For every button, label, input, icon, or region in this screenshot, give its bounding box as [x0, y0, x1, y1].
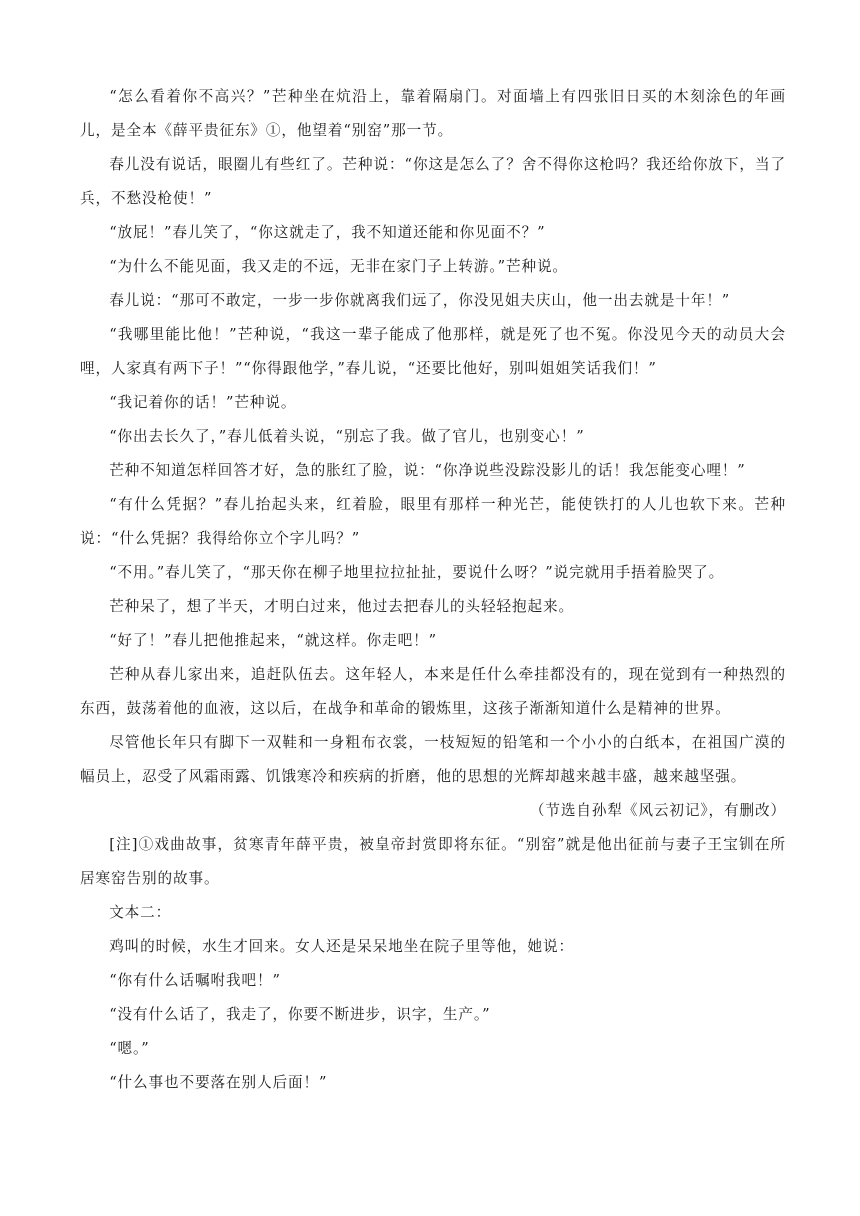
paragraph: “没有什么话了，我走了，你要不断进步，识字，生产。” [109, 1006, 491, 1023]
paragraph: 芒种从春儿家出来，追赶队伍去。这年轻人，本来是任什么牵挂都没有的，现在觉到有一种热烈的东西，鼓荡着他的血液，这以后，在战争和革命的锻炼里，这孩子渐渐知道什么是精神的世界。 [80, 666, 786, 717]
paragraph: “为什么不能见面，我又走的不远，无非在家门子上转游。”芒种说。 [109, 258, 568, 275]
paragraph: “你有什么话嘱咐我吧！” [109, 972, 281, 989]
paragraph: “不用。”春儿笑了，“那天你在柳子地里拉拉扯扯，要说什么呀？”说完就用手捂着脸哭了。 [109, 564, 725, 581]
paragraph: 春儿说：“那可不敢定，一步一步你就离我们远了，你没见姐夫庆山，他一出去就是十年！” [109, 292, 731, 309]
paragraph: “你出去长久了，”春儿低着头说，“别忘了我。做了官儿，也别变心！” [109, 428, 585, 445]
source-citation: （节选自孙犁《风云初记》，有删改） [529, 802, 786, 819]
paragraph: “放屁！”春儿笑了，“你这就走了，我不知道还能和你见面不？” [109, 224, 546, 241]
paragraph: “好了！”春儿把他推起来，“就这样。你走吧！” [109, 632, 438, 649]
document-page [80, 80, 786, 1100]
paragraph: “怎么看着你不高兴？”芒种坐在炕沿上，靠着隔扇门。对面墙上有四张旧日买的木刻涂色的年画儿，是全本《薛平贵征东》①，他望着“别窑”那一节。 [80, 88, 787, 139]
paragraph: “什么事也不要落在别人后面！” [109, 1074, 328, 1091]
paragraph: 芒种不知道怎样回答才好，急的胀红了脸，说：“你净说些没踪没影儿的话！我怎能变心哩！” [109, 462, 746, 479]
footnote: [注]①戏曲故事，贫寒青年薛平贵，被皇帝封赏即将东征。“别窑”就是他出征前与妻子王宝钏在所居寒窑告别的故事。 [80, 836, 786, 887]
paragraph: “我哪里能比他！”芒种说，“我这一辈子能成了他那样，就是死了也不冤。你没见今天的动员大会哩，人家真有两下子！”“你得跟他学，”春儿说，“还要比他好，别叫姐姐笑话我们！” [80, 326, 786, 377]
section-heading: 文本二： [109, 904, 172, 921]
paragraph: “我记着你的话！”芒种说。 [109, 394, 297, 411]
paragraph: 鸡叫的时候，水生才回来。女人还是呆呆地坐在院子里等他，她说： [109, 938, 575, 955]
paragraph: 芒种呆了，想了半天，才明白过来，他过去把春儿的头轻轻抱起来。 [109, 598, 575, 615]
paragraph: “有什么凭据？”春儿抬起头来，红着脸，眼里有那样一种光芒，能使铁打的人儿也软下来。芒种说：“什么凭据？我得给你立个字儿吗？” [80, 496, 786, 547]
paragraph: “嗯。” [109, 1040, 150, 1057]
paragraph: 春儿没有说话，眼圈儿有些红了。芒种说：“你这是怎么了？舍不得你这枪吗？我还给你放下，当了兵，不愁没枪使！” [80, 156, 786, 207]
paragraph: 尽管他长年只有脚下一双鞋和一身粗布衣裳，一枝短短的铅笔和一个小小的白纸本，在祖国广漠的幅员上，忍受了风霜雨露、饥饿寒冷和疾病的折磨，他的思想的光辉却越来越丰盛，越来越坚强。 [80, 734, 786, 785]
